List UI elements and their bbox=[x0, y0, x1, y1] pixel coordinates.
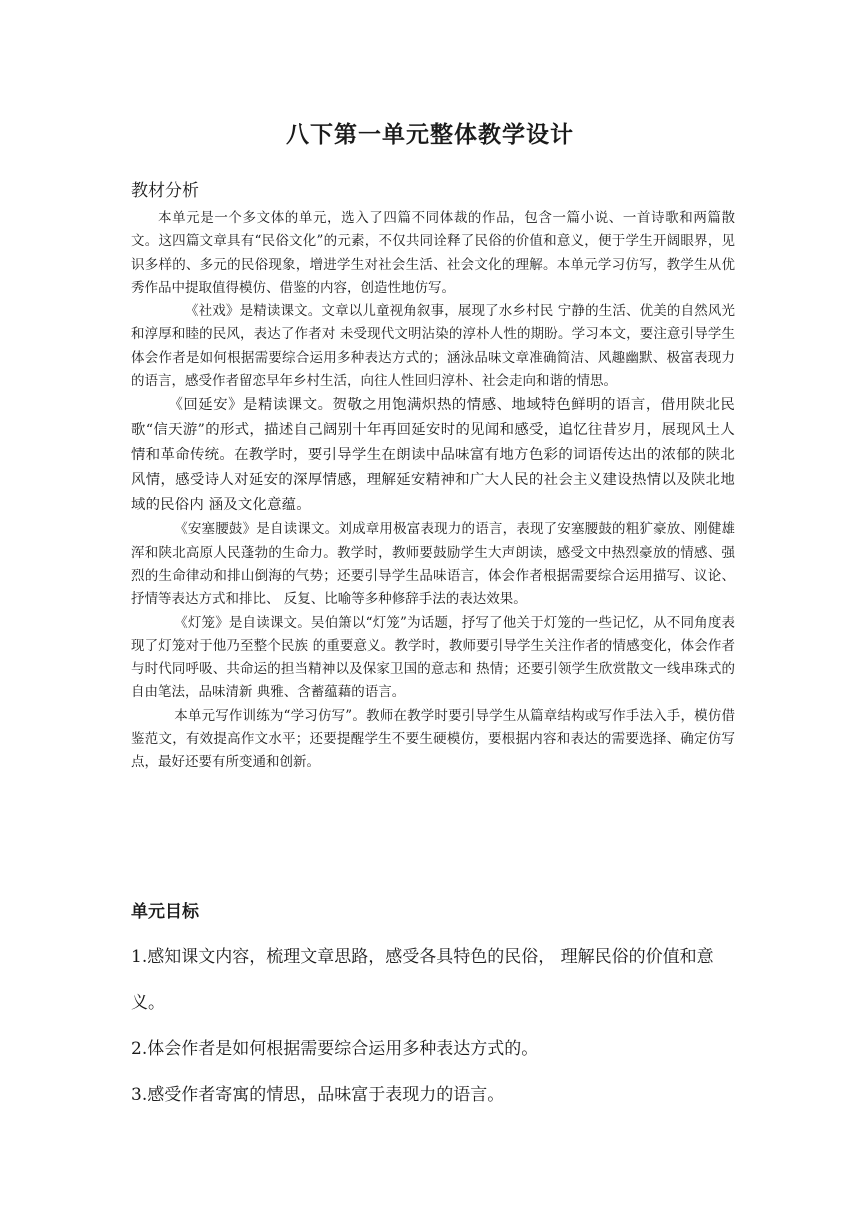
paragraph-writing-training: 本单元写作训练为“学习仿写”。教师在教学时要引导学生从篇章结构或写作手法入手，模仿借鉴范文，有效提高作文水平；还要提醒学生不要生硬模仿，要根据内容和表达的需要选择、确定仿写点，最好还要有所变通和创新。 bbox=[131, 707, 735, 771]
paragraph-ansai-yaogu: 《安塞腰鼓》是自读课文。刘成章用极富表现力的语言，表现了安塞腰鼓的粗犷豪放、刚健雄浑和陕北高原人民蓬勃的生命力。教学时，教师要鼓励学生大声朗读，感受文中热烈豪放的情感、强烈的生命律动和排山倒海的气势；还要引导学生品味语言，体会作者根据需要综合运用描写、议论、抒情等表达方式和排比、 反复、比喻等多种修辞手法的表达效果。 bbox=[131, 521, 735, 608]
section-heading-textbook-analysis: 教材分析 bbox=[131, 181, 199, 201]
paragraph-she-xi: 《社戏》是精读课文。文章以儿童视角叙事，展现了水乡村民 宁静的生活、优美的自然风光和淳厚和睦的民风，表达了作者对 未受现代文明沾染的淳朴人性的期盼。学习本文，要注意引导学生体会作者是如何根据需要综合运用多种表达方式的；涵泳品味文章准确简洁、风趣幽默、极富表现力的语言，感受作者留恋早年乡村生活，向往人性回归淳朴、社会走向和谐的情思。 bbox=[131, 303, 735, 390]
goal-item-1: 1.感知课文内容，梳理文章思路，感受各具特色的民俗， 理解民俗的价值和意义。 bbox=[131, 947, 714, 1013]
textbook-analysis-body bbox=[131, 207, 735, 775]
goal-item-2: 2.体会作者是如何根据需要综合运用多种表达方式的。 bbox=[131, 1039, 539, 1059]
unit-goals-list bbox=[131, 934, 741, 1118]
paragraph-denglong: 《灯笼》是自读课文。吴伯箫以“灯笼”为话题，抒写了他关于灯笼的一些记忆，从不同角度表现了灯笼对于他乃至整个民族 的重要意义。教学时，教师要引导学生关注作者的情感变化，体会作者与时代同呼吸、共命运的担当精神以及保家卫国的意志和 热情；还要引领学生欣赏散文一线串珠式的自由笔法，品味清新 典雅、含蓄蕴藉的语言。 bbox=[131, 614, 735, 701]
paragraph-hui-yanan: 《回延安》是精读课文。贺敬之用饱满炽热的情感、地域特色鲜明的语言，借用陕北民歌“信天游”的形式，描述自己阔别十年再回延安时的见闻和感受，追忆往昔岁月，展现风土人情和革命传统。在教学时，要引导学生在朗读中品味富有地方色彩的词语传达出的浓郁的陕北风情，感受诗人对延安的深厚情感，理解延安精神和广大人民的社会主义建设热情以及陕北地域的民俗内 涵及文化意蕴。 bbox=[131, 397, 735, 514]
document-title: 八下第一单元整体教学设计 bbox=[286, 121, 574, 148]
goal-item-3: 3.感受作者寄寓的情思，品味富于表现力的语言。 bbox=[131, 1085, 505, 1105]
section-heading-unit-goals: 单元目标 bbox=[131, 902, 199, 922]
paragraph-unit-overview: 本单元是一个多文体的单元，选入了四篇不同体裁的作品，包含一篇小说、一首诗歌和两篇散文。这四篇文章具有“民俗文化”的元素，不仅共同诠释了民俗的价值和意义，便于学生开阔眼界，见识多样的、多元的民俗现象，增进学生对社会生活、社会文化的理解。本单元学习仿写，教学生从优秀作品中提取值得模仿、借鉴的内容，创造性地仿写。 bbox=[131, 210, 735, 296]
